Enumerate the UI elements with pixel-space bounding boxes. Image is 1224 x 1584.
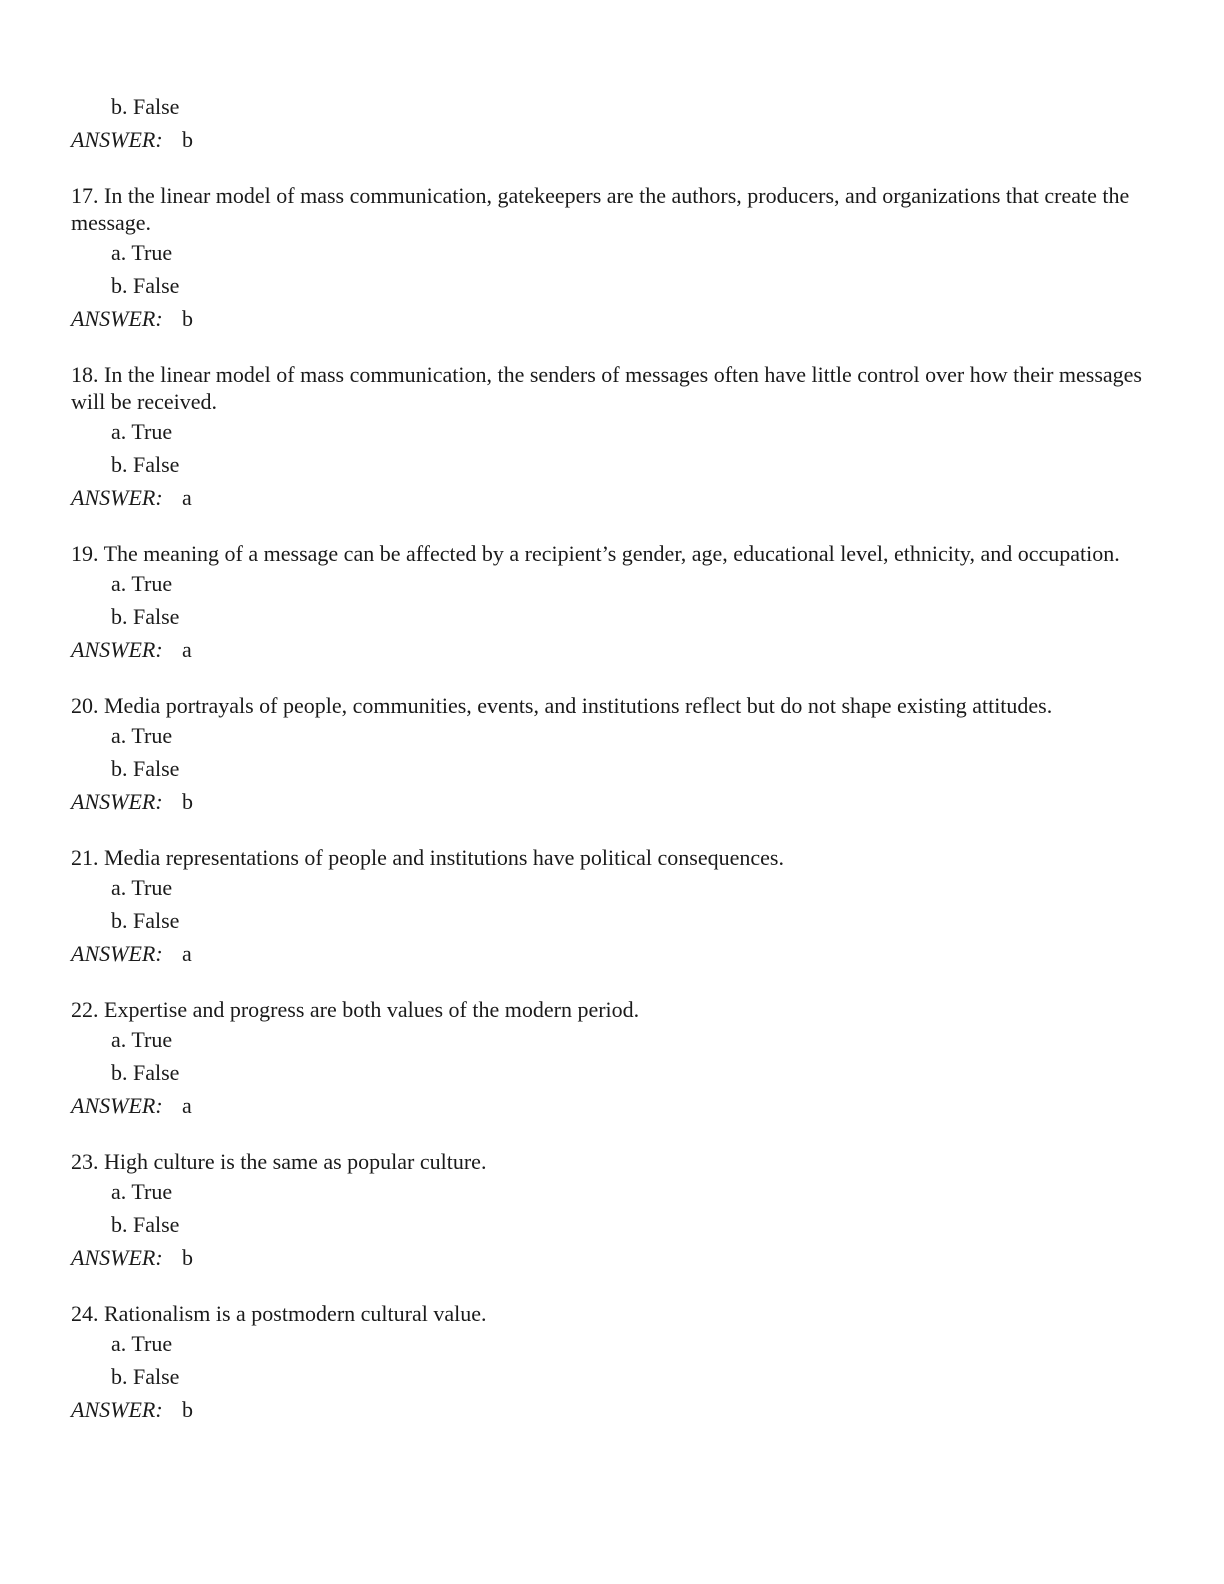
question-text: 24. Rationalism is a postmodern cultural value. [71,1301,487,1326]
question-text: 22. Expertise and progress are both values of the modern period. [71,997,640,1022]
option-a: a. True [111,875,173,900]
answer-line [71,305,1146,333]
question-17 [71,182,1146,333]
question-text: 19. The meaning of a message can be affected by a recipient’s gender, age, educational level, ethnicity, and occupation. [71,541,1120,566]
option-a: a. True [111,1027,173,1052]
option-b: b. False [111,908,180,933]
answer-label: ANSWER: [71,941,163,966]
answer-value: b [182,306,193,331]
answer-value: b [182,1245,193,1270]
question-text: 23. High culture is the same as popular culture. [71,1149,487,1174]
answer-line [71,1244,1146,1272]
answer-line [71,788,1146,816]
answer-value: a [182,1093,192,1118]
option-b: b. False [111,756,180,781]
question-21 [71,844,1146,968]
carryover-block [71,93,1146,154]
answer-label: ANSWER: [71,637,163,662]
option-b: b. False [111,94,180,119]
answer-label: ANSWER: [71,1397,163,1422]
answer-value: b [182,1397,193,1422]
answer-label: ANSWER: [71,485,163,510]
answer-label: ANSWER: [71,1245,163,1270]
answer-line [71,484,1146,512]
answer-label: ANSWER: [71,306,163,331]
question-23 [71,1148,1146,1272]
answer-value: a [182,637,192,662]
option-b: b. False [111,1060,180,1085]
answer-value: b [182,789,193,814]
answer-value: b [182,127,193,152]
answer-value: a [182,485,192,510]
option-b: b. False [111,452,180,477]
option-a: a. True [111,419,173,444]
question-22 [71,996,1146,1120]
option-a: a. True [111,240,173,265]
answer-line [71,1396,1146,1424]
document-page [71,93,1146,1424]
question-text: 18. In the linear model of mass communication, the senders of messages often have little control over how their messages will be received. [71,362,1142,414]
option-b: b. False [111,604,180,629]
answer-line [71,1092,1146,1120]
question-text: 17. In the linear model of mass communication, gatekeepers are the authors, producers, and organizations that create the message. [71,183,1130,235]
answer-label: ANSWER: [71,789,163,814]
option-b: b. False [111,1212,180,1237]
option-a: a. True [111,1331,173,1356]
answer-line [71,940,1146,968]
answer-label: ANSWER: [71,127,163,152]
question-19 [71,540,1146,664]
question-18 [71,361,1146,512]
option-a: a. True [111,571,173,596]
option-b: b. False [111,1364,180,1389]
question-20 [71,692,1146,816]
question-text: 20. Media portrayals of people, communities, events, and institutions reflect but do not shape existing attitudes. [71,693,1053,718]
option-a: a. True [111,723,173,748]
question-24 [71,1300,1146,1424]
answer-value: a [182,941,192,966]
answer-line [71,126,1146,154]
answer-label: ANSWER: [71,1093,163,1118]
option-a: a. True [111,1179,173,1204]
question-text: 21. Media representations of people and institutions have political consequences. [71,845,784,870]
option-b: b. False [111,273,180,298]
answer-line [71,636,1146,664]
